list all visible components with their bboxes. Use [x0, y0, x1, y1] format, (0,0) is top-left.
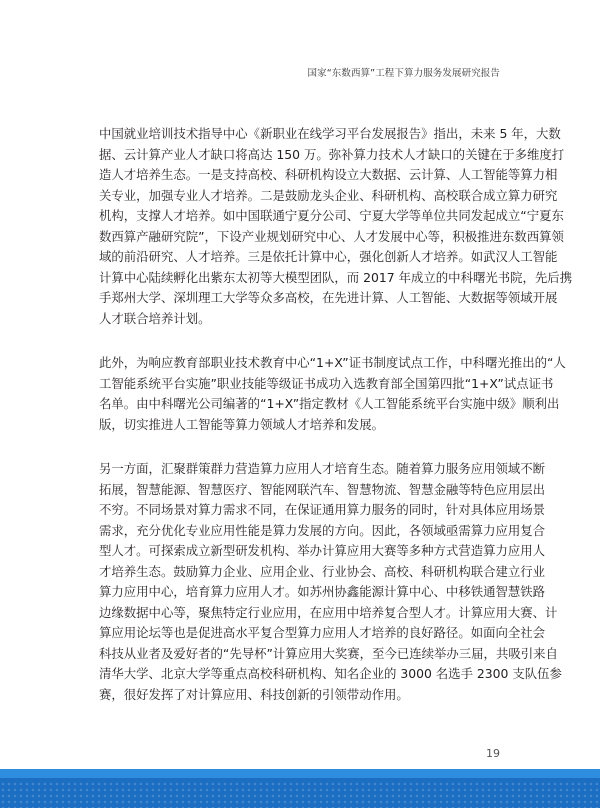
text-line: 需求，充分优化专业应用性能是算力发展的方向。因此，各领域亟需算力应用复合 — [99, 522, 546, 538]
page-number: 19 — [486, 747, 500, 760]
text-line: 工智能系统平台实施”职业技能等级证书成功入选教育部全国第四批“1+X”试点证书 — [99, 375, 554, 391]
text-line: 版，切实推进人工智能等算力领域人才培养和发展。 — [99, 416, 384, 432]
footer-band-pattern — [0, 781, 600, 808]
text-line: 名单。由中科曙光公司编著的“1+X”指定教材《人工智能系统平台实施中级》顺利出 — [99, 396, 560, 411]
paragraph-talent-ecosystem — [99, 124, 573, 329]
text-line: 造人才培养生态。一是支持高校、科研机构设立大数据、云计算、人工智能等算力相 — [99, 167, 558, 182]
text-line: 拓展，智慧能源、智慧医疗、智能网联汽车、智慧物流、智慧金融等特色应用层出 — [99, 481, 546, 497]
text-line: 人才联合培养计划。 — [99, 310, 211, 326]
text-line: 手郑州大学、深圳理工大学等众多高校，在先进计算、人工智能、大数据等领域开展 — [99, 290, 558, 305]
text-line: 中国就业培训技术指导中心《新职业在线学习平台发展报告》指出，未来 5 年，大数 — [99, 126, 561, 141]
text-line: 此外，为响应教育部职业技术教育中心“1+X”证书制度试点工作，中科曙光推出的“人 — [99, 355, 566, 370]
footer-decorative-band — [0, 769, 600, 808]
footer-band-stripe — [0, 769, 600, 778]
text-line: 赛，很好发挥了对计算应用、科技创新的引领带动作用。 — [99, 686, 409, 702]
text-line: 边缘数据中心等，聚焦特定行业应用，在应用中培养复合型人才。计算应用大赛、计 — [99, 604, 558, 620]
text-line: 不穷。不同场景对算力需求不同，在保证通用算力服务的同时，针对具体应用场景 — [99, 502, 546, 517]
paragraph-certificate — [99, 353, 566, 435]
body-text — [99, 124, 573, 729]
text-line: 关专业，加强专业人才培养。二是鼓励龙头企业、科研机构、高校联合成立算力研究 — [99, 187, 558, 203]
text-line: 型人才。可探索成立新型研发机构、举办计算应用大赛等多种方式营造算力应用人 — [99, 543, 546, 558]
text-line: 计算中心陆续孵化出紫东太初等大模型团队，而 2017 年成立的中科曙光书院，先后携 — [99, 269, 573, 285]
text-line: 数西算产融研究院”，下设产业规划研究中心、人才发展中心等，积极推进东数西算领 — [99, 228, 564, 244]
text-line: 据、云计算产业人才缺口将高达 150 万。弥补算力技术人才缺口的关键在于多维度打 — [99, 146, 565, 162]
text-line: 另一方面，汇聚群策群力营造算力应用人才培育生态。随着算力服务应用领域不断 — [99, 461, 546, 476]
paragraph-application-talent — [99, 459, 562, 705]
text-line: 才培养生态。鼓励算力企业、应用企业、行业协会、高校、科研机构联合建立行业 — [99, 563, 546, 579]
text-line: 域的前沿研究、人才培养。三是依托计算中心，强化创新人才培养。如武汉人工智能 — [99, 249, 558, 264]
running-header: 国家“东数西算”工程下算力服务发展研究报告 — [307, 68, 500, 79]
text-line: 机构，支撑人才培养。如中国联通宁夏分公司、宁夏大学等单位共同发起成立“宁夏东 — [99, 208, 564, 223]
text-line: 清华大学、北京大学等重点高校科研机构、知名企业的 3000 名选手 2300 支队伍参 — [99, 666, 562, 681]
text-line: 算力应用中心，培育算力应用人才。如苏州协鑫能源计算中心、中移铁通智慧铁路 — [99, 584, 546, 599]
text-line: 算应用论坛等也是促进高水平复合型算力应用人才培养的良好路径。如面向全社会 — [99, 625, 546, 640]
text-line: 科技从业者及爱好者的“先导杯”计算应用大奖赛，至今已连续举办三届，共吸引来自 — [99, 645, 558, 661]
